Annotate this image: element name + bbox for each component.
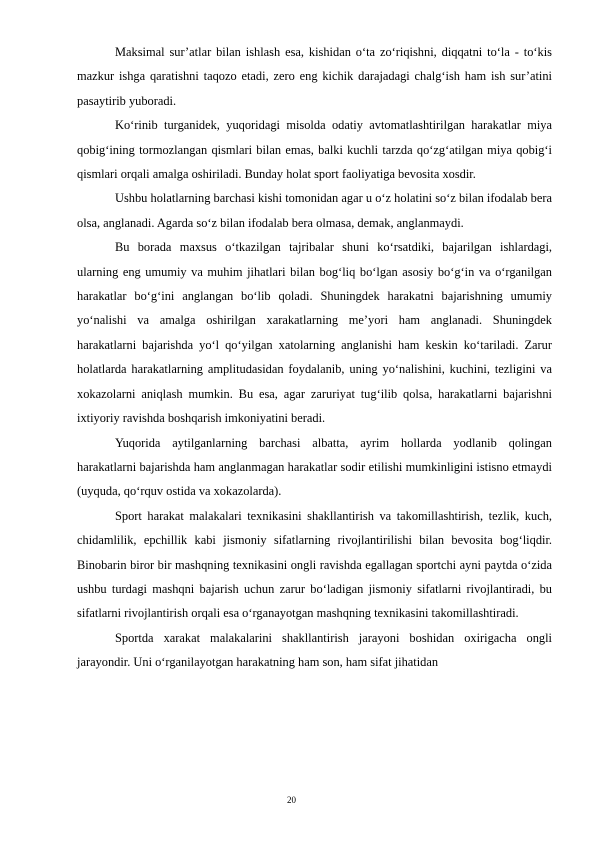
paragraph-4: Bu borada maxsus o‘tkazilgan tajribalar shuni ko‘rsatdiki, bajarilgan ishlardagi, ularning eng umumiy va muhim jihatlari bilan bog‘liq bo‘lgan asosiy bo‘g‘in va o‘rganilgan harakatlar bo‘g‘ini anglangan bo‘lib qoladi. Shuningdek harakatni bajarishning umumiy yo‘nalishi va amalga oshirilgan xarakatlarning me’yori ham anglanadi. Shuningdek harakatlarni bajarishda yo‘l qo‘yilgan xatolarning anglanishi ham keskin ko‘tariladi. Zarur holatlarda harakatlarning amplitudasidan foydalanib, uning yo‘nalishini, kuchini, tezligini va xokazolarni aniqlash mumkin. Bu esa, agar zaruriyat tug‘ilib qolsa, harakatlarni bajarishni ixtiyoriy ravishda boshqarish imkoniyatini beradi. — [77, 240, 552, 426]
page-number: 20 — [287, 795, 296, 805]
paragraph-3: Ushbu holatlarning barchasi kishi tomonidan agar u o‘z holatini so‘z bilan ifodalab bera olsa, anglanadi. Agarda so‘z bilan ifodalab bera olmasa, demak, anglanmaydi. — [77, 191, 552, 230]
paragraph-2: Ko‘rinib turganidek, yuqoridagi misolda odatiy avtomatlashtirilgan harakatlar miya qobig‘ining tormozlangan qismlari bilan emas, balki kuchli tarzda qo‘zg‘atilgan miya qobig‘i qismlari orqali amalga oshiriladi. Bunday holat sport faoliyatiga bevosita xosdir. — [77, 118, 552, 182]
paragraph-6: Sport harakat malakalari texnikasini shakllantirish va takomillashtirish, tezlik, kuch, chidamlilik, epchillik kabi jismoniy sifatlarning rivojlantirilishi bilan bevosita bog‘liqdir. Binobarin biror bir mashqning texnikasini ongli ravishda egallagan sportchi ayni paytda o‘zida ushbu turdagi mashqni bajarish uchun zarur bo‘ladigan jismoniy sifatlarni rivojlantiradi, bu sifatlarni rivojlantirish orqali esa o‘rganayotgan mashqning texnikasini takomillashtiradi. — [77, 508, 552, 621]
paragraph-7: Sportda xarakat malakalarini shakllantirish jarayoni boshidan oxirigacha ongli jarayondir. Uni o‘rganilayotgan harakatning ham son, ham sifat jihatidan — [77, 630, 552, 670]
paragraph-5: Yuqorida aytilganlarning barchasi albatta, ayrim hollarda yodlanib qolingan harakatlarni bajarishda ham anglanmagan harakatlar sodir etilishi mumkinligini istisno etmaydi (uyquda, qo‘rquv ostida va xokazolarda). — [77, 435, 552, 499]
document-body — [77, 40, 552, 675]
paragraph-1: Maksimal sur’atlar bilan ishlash esa, kishidan o‘ta zo‘riqishni, diqqatni to‘la - to‘kis mazkur ishga qaratishni taqozo etadi, zero eng kichik darajadagi chalg‘ish ham ish sur’atini pasaytirib yuboradi. — [77, 45, 552, 108]
